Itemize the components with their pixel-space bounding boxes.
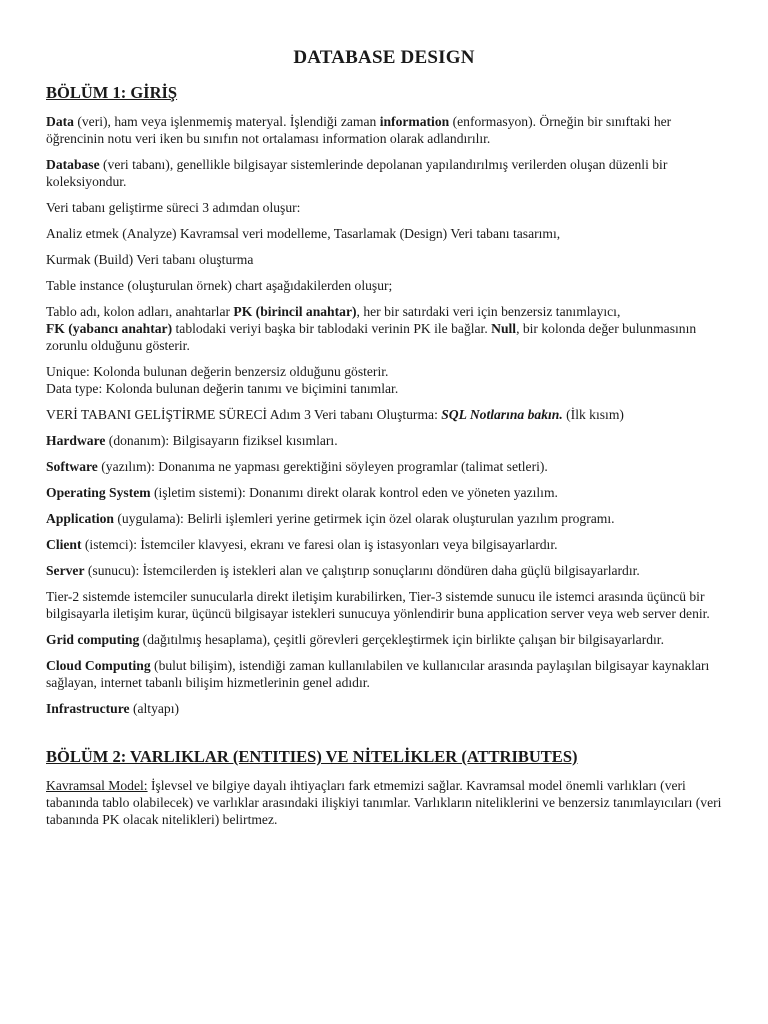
grid-definition: Grid computing (dağıtılmış hesaplama), çeşitli görevleri gerçekleştirmek için birlikte çalışan bir bilgisayarlardır. [46,632,664,647]
sql-notes-reference: SQL Notlarına bakın. [441,407,563,422]
infrastructure-definition: Infrastructure (altyapı) [46,701,180,716]
tier-paragraph: Tier-2 sistemde istemciler sunucularla direkt iletişim kurabilirken, Tier-3 sistemde sunucu ile istemci arasında üçüncü bir bilgisayarla iletişim kurar, üçüncü bilgisayar istekleri sunucuya yönlendirir buna application server veya web server denir. [46,589,710,621]
database-term: Database [46,157,100,172]
process-steps-1: Analiz etmek (Analyze) Kavramsal veri modelleme, Tasarlamak (Design) Veri tabanı tasarımı, [46,226,561,241]
section-2-heading: BÖLÜM 2: VARLIKLAR (ENTITIES) VE NİTELİKLER (ATTRIBUTES) [46,747,578,766]
table-instance: Table instance (oluşturulan örnek) chart aşağıdakilerden oluşur; [46,278,393,293]
data-definition: Data (veri), ham veya işlenmemiş materyal. İşlendiği zaman information (enformasyon). Örneğin bir sınıftaki her öğrencinin notu veri iken bu sınıfın not ortalaması information olarak adlandırılır. [46,114,672,146]
dev-process-line: VERİ TABANI GELİŞTİRME SÜRECİ Adım 3 Veri tabanı Oluşturma: SQL Notlarına bakın. (İlk kısım) [46,407,624,422]
section-1-heading: BÖLÜM 1: GİRİŞ [46,83,178,102]
fk-term: FK (yabancı anahtar) [46,321,173,336]
conceptual-model-term: Kavramsal Model: [46,778,148,793]
hardware-definition: Hardware (donanım): Bilgisayarın fiziksel kısımları. [46,433,338,448]
process-steps-2: Kurmak (Build) Veri tabanı oluşturma [46,252,254,267]
application-definition: Application (uygulama): Belirli işlemleri yerine getirmek için özel olarak oluşturulan yazılım programı. [46,511,615,526]
null-term: Null [491,321,517,336]
os-definition: Operating System (işletim sistemi): Donanımı direkt olarak kontrol eden ve yöneten yazılım. [46,485,558,500]
unique-line: Unique: Kolonda bulunan değerin benzersiz olduğunu gösterir. [46,364,389,379]
cloud-definition: Cloud Computing (bulut bilişim), istendiği zaman kullanılabilen ve kullanıcılar arasında paylaşılan bilgisayar kaynakları sağlayan, internet tabanlı bilişim hizmetlerinin genel adıdır. [46,658,710,690]
table-components: Tablo adı, kolon adları, anahtarlar PK (birincil anahtar), her bir satırdaki veri için benzersiz tanımlayıcı, FK (yabancı anahtar) tablodaki veriyi başka bir tablodaki verinin PK ile bağlar. Null, bir kolonda değer bulunmasının zorunlu olduğunu gösterir. [46,304,697,353]
server-definition: Server (sunucu): İstemcilerden iş istekleri alan ve çalıştırıp sonuçlarını döndüren daha güçlü bilgisayarlardır. [46,563,640,578]
database-definition: Database (veri tabanı), genellikle bilgisayar sistemlerinde depolanan yapılandırılmış verilerden oluşan düzenli bir koleksiyondur. [46,157,668,189]
data-term: Data [46,114,74,129]
process-intro: Veri tabanı geliştirme süreci 3 adımdan oluşur: [46,200,301,215]
datatype-line: Data type: Kolonda bulunan değerin tanımı ve biçimini tanımlar. [46,381,399,396]
document-title: DATABASE DESIGN [293,47,475,68]
software-definition: Software (yazılım): Donanıma ne yapması gerektiğini söyleyen programlar (talimat setleri). [46,459,548,474]
pk-term: PK (birincil anahtar) [233,304,357,319]
conceptual-model-paragraph: Kavramsal Model: İşlevsel ve bilgiye dayalı ihtiyaçları fark etmemizi sağlar. Kavramsal model önemli varlıkları (veri tabanında tablo olabilecek) ve varlıklar arasındaki ilişkiyi tanımlar. Varlıkların niteliklerini ve benzersiz tanımlayıcıları (veri tabanında PK olacak nitelikleri) belirtmez. [46,778,722,827]
client-definition: Client (istemci): İstemciler klavyesi, ekranı ve faresi olan iş istasyonları veya bilgisayarlardır. [46,537,558,552]
information-term: information [379,114,450,129]
